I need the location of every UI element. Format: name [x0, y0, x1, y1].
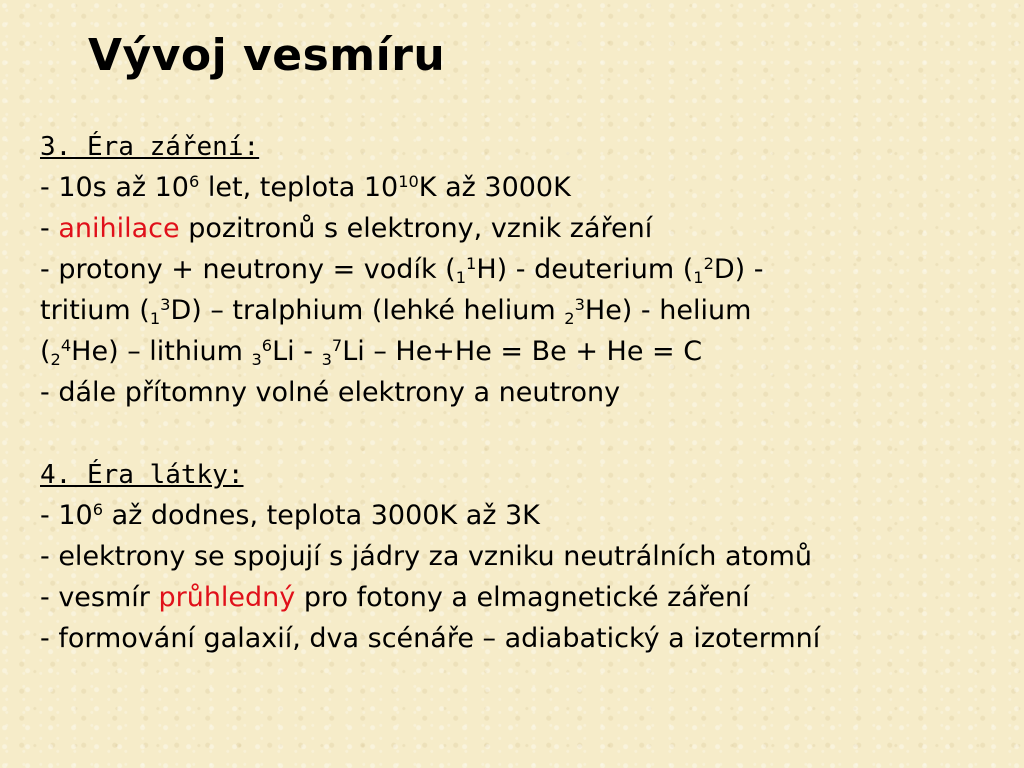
section-3-line-6: - dále přítomny volné elektrony a neutrony: [40, 377, 621, 408]
text: D) -: [713, 254, 764, 285]
section-4-heading: 4. Éra látky:: [40, 460, 244, 490]
subscript: 1: [455, 267, 467, 287]
section-4-line-3: [40, 577, 1000, 618]
text: Li -: [272, 336, 322, 367]
slide-title: Vývoj vesmíru: [88, 30, 446, 81]
section-3-line-3: [40, 249, 1000, 290]
superscript: 6: [92, 500, 103, 520]
text: - vesmír: [40, 582, 159, 613]
section-3-line-2: [40, 208, 1000, 249]
text: - 10: [40, 500, 93, 531]
section-3-line-5: [40, 331, 1000, 372]
subscript: 1: [149, 308, 161, 328]
subscript: 3: [251, 349, 262, 369]
text: pozitronů s elektrony, vznik záření: [179, 213, 653, 244]
text: let, teplota 10: [199, 172, 399, 203]
highlighted-term: anihilace: [58, 213, 180, 244]
text: K až 3000K: [418, 172, 571, 203]
superscript: 3: [574, 295, 585, 315]
slide-body: [40, 126, 1000, 659]
text: - protony + neutrony = vodík (: [40, 254, 456, 285]
section-4-line-1: [40, 495, 1000, 536]
text: až dodnes, teplota 3000K až 3K: [103, 500, 540, 531]
superscript: 4: [60, 336, 72, 356]
superscript: 3: [160, 295, 171, 315]
subscript: 3: [321, 349, 332, 369]
text: - 10s až 10: [40, 172, 189, 203]
superscript: 10: [398, 172, 419, 192]
section-4-heading-line: [40, 454, 1000, 495]
highlighted-term: průhledný: [158, 582, 296, 613]
subscript: 2: [564, 308, 575, 328]
superscript: 6: [261, 336, 273, 356]
text: pro fotony a elmagnetické záření: [295, 582, 750, 613]
text: D) – tralphium (lehké helium: [170, 295, 565, 326]
superscript: 2: [703, 254, 714, 274]
section-4-line-4: - formování galaxií, dva scénáře – adiabatický a izotermní: [40, 623, 821, 654]
superscript: 1: [466, 254, 477, 274]
text: -: [40, 213, 59, 244]
text: He) - helium: [584, 295, 752, 326]
section-3-heading: 3. Éra záření:: [40, 132, 260, 162]
superscript: 7: [331, 336, 343, 356]
subscript: 2: [50, 349, 61, 369]
superscript: 6: [189, 172, 200, 192]
text: Li – He+He = Be + He = C: [342, 336, 703, 367]
spacer: [40, 413, 1000, 454]
subscript: 1: [693, 267, 704, 287]
section-4-line-2: - elektrony se spojují s jádry za vzniku neutrálních atomů: [40, 541, 813, 572]
section-3-heading-line: [40, 126, 1000, 167]
section-3-line-1: [40, 167, 1000, 208]
text: H) - deuterium (: [476, 254, 694, 285]
section-3-line-4: [40, 290, 1000, 331]
text: tritium (: [40, 295, 150, 326]
text: He) – lithium: [71, 336, 252, 367]
text: (: [40, 336, 51, 367]
